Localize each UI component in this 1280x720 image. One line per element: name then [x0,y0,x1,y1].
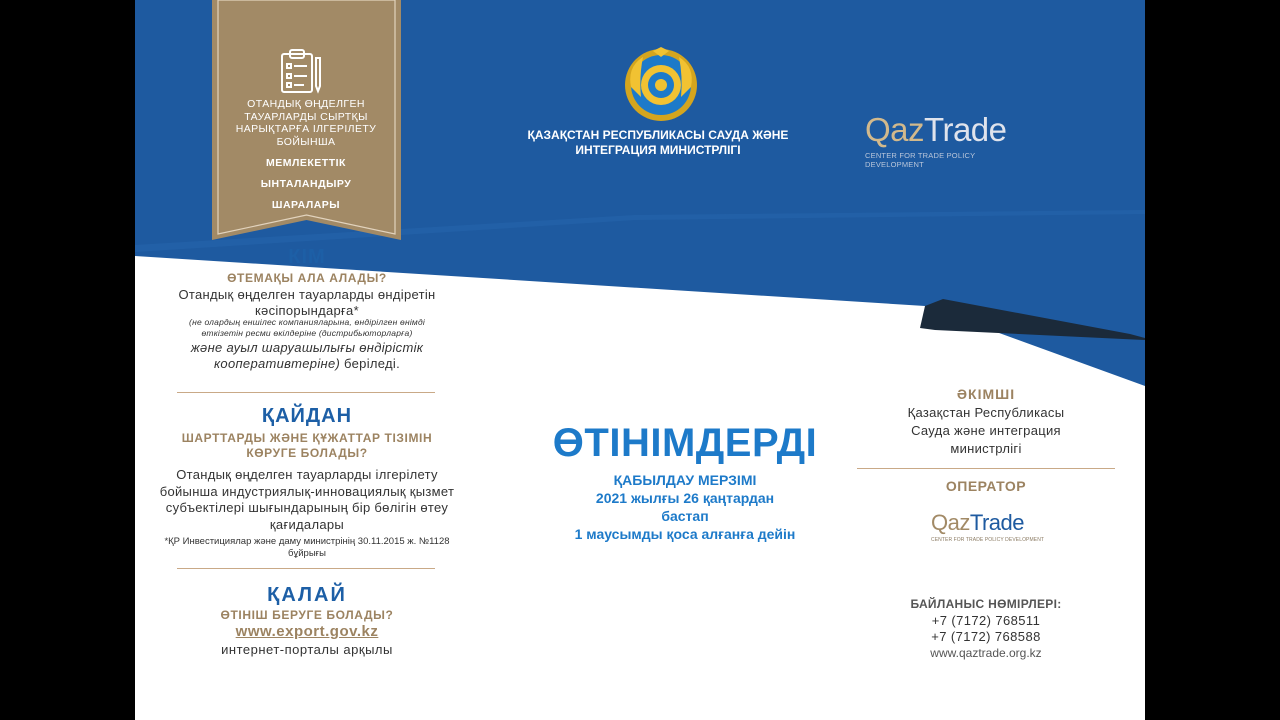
admin-heading: ӘКІМШІ [956,386,1016,402]
how-text: интернет-порталы арқылы [221,642,393,657]
brochure-slide [135,0,1145,720]
logo-trade-small: Trade [969,510,1025,535]
who-note: (не олардың еншілес компанияларына, өндірілген өнімді өткізетін ресми өкілдеріне (дистрибьюторларға) [189,317,425,338]
how-subheading: ӨТІНІШ БЕРУГЕ БОЛАДЫ? [220,608,394,622]
divider [177,392,435,393]
where-subheading-line2: КӨРУГЕ БОЛАДЫ? [246,446,368,460]
banner-title: ОТАНДЫҚ ӨҢДЕЛГЕН ТАУАРЛАРДЫ СЫРТҚЫ НАРЫҚТАРҒА ІЛГЕРІЛЕТУ БОЙЫНША [235,98,377,148]
where-footnote: *ҚР Инвестициялар және даму министрінің 30.11.2015 ж. №1128 бұйрығы [164,536,450,559]
applications-period [530,471,840,543]
logo-tagline: CENTER FOR TRADE POLICY DEVELOPMENT [865,151,976,169]
who-heading: КІМ [288,246,326,268]
where-heading: ҚАЙДАН [261,405,353,427]
where-subheading [157,431,457,461]
admin-line1: Қазақстан Республикасы [907,405,1065,420]
applications-line4: 1 маусымды қоса алғанға дейін [574,526,796,542]
qaztrade-logo-header [865,112,1025,169]
who-text-2-italic: және ауыл шаруашылығы өндірістік кооперативтеріне) [190,340,424,371]
export-portal-link[interactable]: www.export.gov.kz [235,623,379,640]
admin-line2: Сауда және интеграция [911,423,1061,438]
contacts-block [855,597,1117,661]
where-subheading-line1: ШАРТТАРДЫ ЖӘНЕ ҚҰЖАТТАР ТІЗІМІН [181,431,433,445]
contact-phone-1: +7 (7172) 768511 [931,613,1041,628]
applications-line2: 2021 жылғы 26 қаңтардан [595,490,775,506]
contact-phone-2: +7 (7172) 768588 [931,629,1041,644]
ministry-name: ҚАЗАҚСТАН РЕСПУБЛИКАСЫ САУДА ЖӘНЕ ИНТЕГРАЦИЯ МИНИСТРЛІГІ [527,128,789,157]
contact-website[interactable]: www.qaztrade.org.kz [930,646,1042,660]
logo-trade: Trade [924,111,1007,148]
logo-qaz: Qaz [865,111,925,148]
applications-line3: бастап [661,508,709,524]
banner-line-1: МЕМЛЕКЕТТІК [266,157,346,169]
who-subheading: ӨТЕМАҚЫ АЛА АЛАДЫ? [227,271,387,285]
who-text: Отандық өңделген тауарларды өндіретін кәсіпорындарға* [178,287,436,318]
applications-line1: ҚАБЫЛДАУ МЕРЗІМІ [613,472,757,488]
banner-text [227,98,385,211]
state-emblem-icon [623,47,699,123]
where-text: Отандық өңделген тауарларды ілгерілету бойынша индустриялық-инновациялық қызмет субъектілері шығындарының бір бөлігін өтеу қағидалары [159,467,455,532]
who-text-2-end: беріледі. [340,356,400,371]
logo-tagline-small: CENTER FOR TRADE POLICY DEVELOPMENT [931,537,1045,543]
banner-line-3: ШАРАЛАРЫ [271,199,341,211]
how-heading: ҚАЛАЙ [267,584,347,606]
divider [857,468,1115,469]
divider [177,568,435,569]
admin-block [855,386,1117,458]
applications-title: ӨТІНІМДЕРДІ [552,421,818,465]
banner-line-2: ЫНТАЛАНДЫРУ [260,178,352,190]
logo-qaz-small: Qaz [931,510,970,535]
who-text-2 [167,340,447,372]
contacts-heading: БАЙЛАНЫС НӨМІРЛЕРІ: [910,597,1062,611]
qaztrade-logo-operator [931,510,1051,543]
admin-line3: министрлігі [950,441,1022,456]
operator-heading: ОПЕРАТОР [945,478,1027,494]
